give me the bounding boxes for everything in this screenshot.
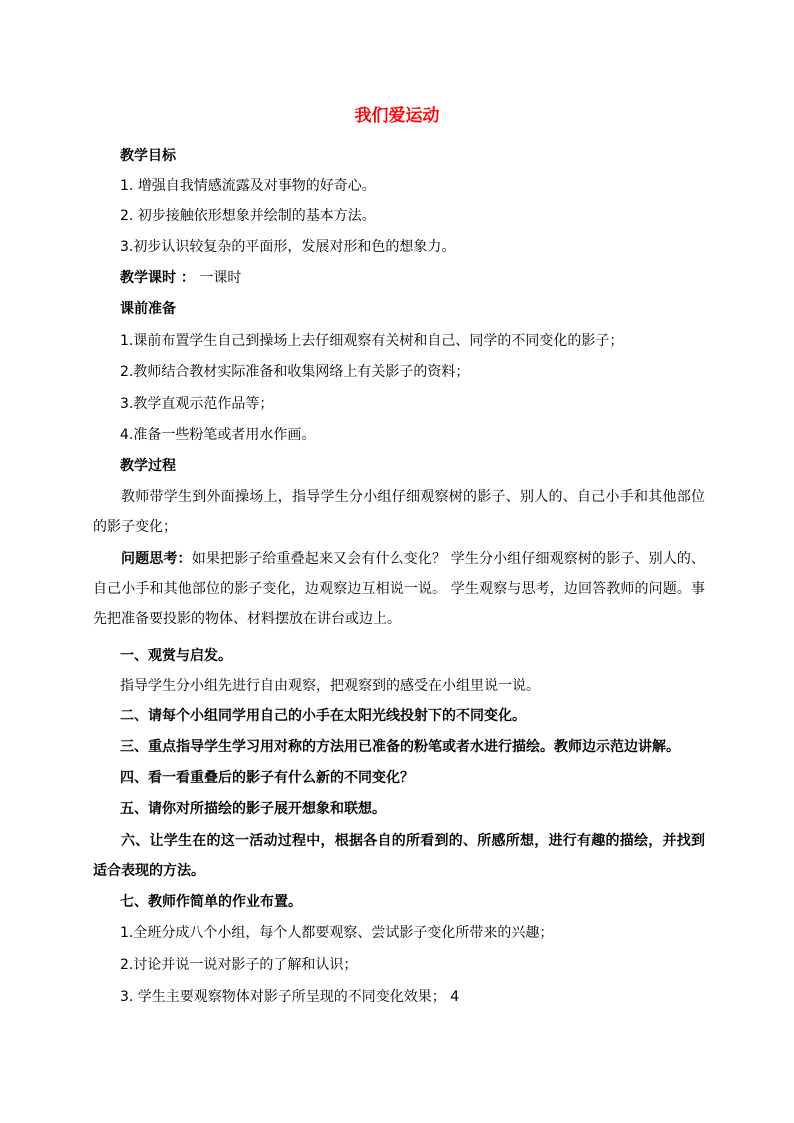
period-value: 一课时 [199,270,242,286]
objective-item-1: 1. 增强自我情感流露及对事物的好奇心。 [120,178,376,194]
question-paragraph [93,544,705,634]
homework-item-1: 1.全班分成八个小组，每个人都要观察、尝试影子变化所带来的兴趣； [120,925,554,941]
homework-item-3: 3. 学生主要观察物体对影子所呈现的不同变化效果； 4 [120,989,460,1005]
document-title: 我们爱运动 [354,106,440,126]
process-intro: 教师带学生到外面操场上，指导学生分小组仔细观察树的影子、别人的、自己小手和其他部位的影子变化； [93,489,705,535]
step-4: 四、看一看重叠后的影子有什么新的不同变化？ [120,770,414,786]
prep-heading: 课前准备 [120,301,176,317]
step-1: 一、观赏与启发。 [120,648,232,664]
process-heading: 教学过程 [120,458,176,474]
homework-item-2: 2.讨论并说一说对影子的了解和认识； [120,957,358,973]
step-1-detail: 指导学生分小组先进行自由观察，把观察到的感受在小组里说一说。 [120,678,540,694]
prep-item-3: 3.教学直观示范作品等； [120,396,274,412]
question-text: 如果把影子给重叠起来又会有什么变化？ 学生分小组仔细观察树的影子、别人的、自己小手和其他部位的影子变化，边观察边互相说一说。 学生观察与思考，边回答教师的问题。事先把准备要投影的物体、材料摆放在讲台或边上。 [93,551,706,627]
prep-item-1: 1.课前布置学生自己到操场上去仔细观察有关树和自己、同学的不同变化的影子； [120,333,624,349]
step-6: 六、让学生在的这一活动过程中，根据各自的所看到的、所感所想，进行有趣的描绘，并找到适合表现的方法。 [93,833,705,879]
prep-item-4: 4.准备一些粉笔或者用水作画。 [120,427,316,443]
step-7: 七、教师作简单的作业布置。 [120,894,302,910]
question-label: 问题思考： [121,551,192,567]
prep-item-2: 2.教师结合教材实际准备和收集网络上有关影子的资料； [120,364,470,380]
step-3: 三、重点指导学生学习用对称的方法用已准备的粉笔或者水进行描绘。教师边示范边讲解。 [120,739,680,755]
objective-item-3: 3.初步认识较复杂的平面形，发展对形和色的想象力。 [120,239,456,255]
objectives-heading: 教学目标 [120,148,176,164]
period-label: 教学课时 ： [120,270,195,286]
step-5: 五、请你对所描绘的影子展开想象和联想。 [120,801,386,817]
period-line [120,268,241,288]
objective-item-2: 2. 初步接触依形想象并绘制的基本方法。 [120,208,376,224]
step-2: 二、请每个小组同学用自己的小手在太阳光线投射下的不同变化。 [120,708,526,724]
